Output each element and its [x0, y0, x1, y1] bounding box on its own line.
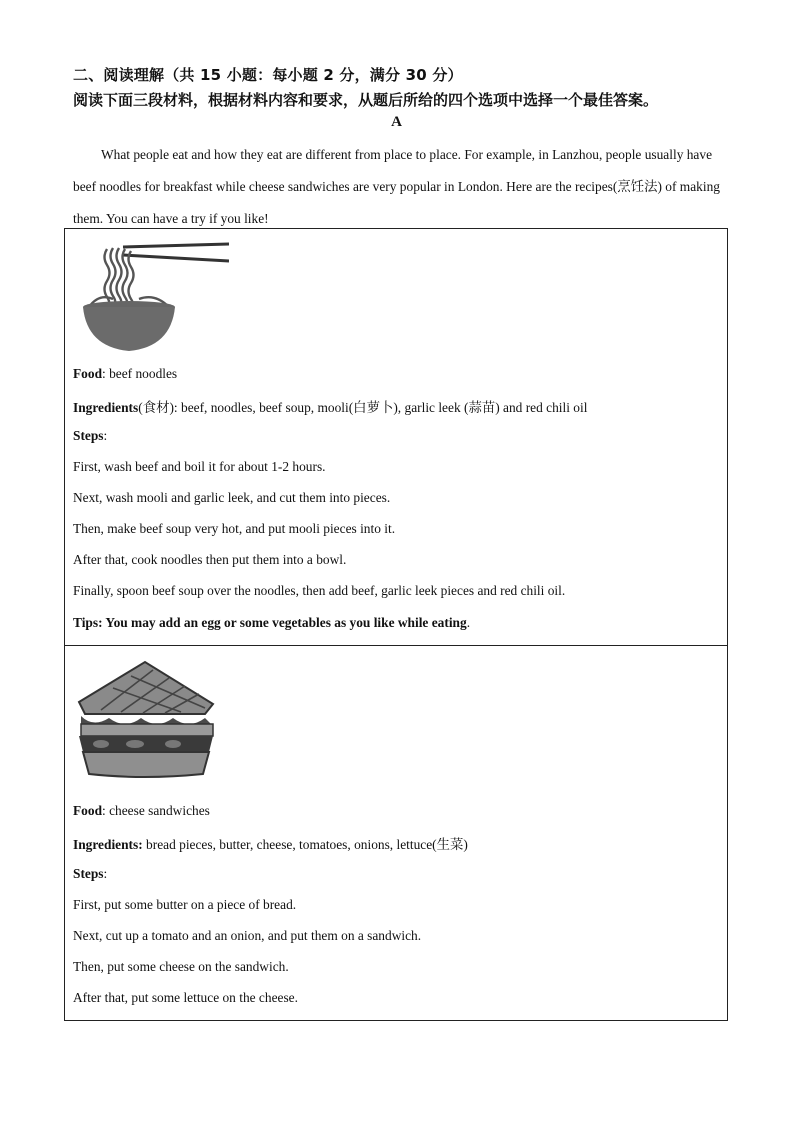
step-item: Then, make beef soup very hot, and put mooli pieces into it.	[73, 521, 396, 536]
sandwich-icon	[73, 658, 219, 780]
step-item: After that, cook noodles then put them into a bowl.	[73, 552, 347, 567]
noodle-bowl-icon	[79, 239, 229, 353]
food-label: Food	[73, 803, 103, 818]
intro-paragraph	[73, 139, 723, 235]
steps-label: Steps	[73, 866, 104, 881]
steps-colon: :	[103, 428, 108, 443]
food-value: : beef noodles	[102, 366, 178, 381]
ingredients-value: (食材): beef, noodles, beef soup, mooli(白萝卜), garlic leek (蒜苗) and red chili oil	[138, 400, 588, 415]
step-item: Finally, spoon beef soup over the noodles, then add beef, garlic leek pieces and red chili oil.	[73, 583, 566, 598]
steps-colon: :	[103, 866, 108, 881]
section-title: 二、阅读理解（共 15 小题：每小题 2 分，满分 30 分）	[73, 66, 463, 84]
steps-heading	[73, 428, 107, 444]
instruction-text: 阅读下面三段材料，根据材料内容和要求，从题后所给的四个选项中选择一个最佳答案。	[73, 91, 659, 109]
ingredients-label: Ingredients:	[73, 837, 143, 852]
recipe-box-beef-noodles	[64, 228, 728, 646]
step-item: First, put some butter on a piece of bread.	[73, 897, 297, 912]
passage-letter: A	[391, 114, 402, 130]
steps-label: Steps	[73, 428, 104, 443]
ingredients-line	[73, 397, 587, 416]
ingredients-line	[73, 834, 468, 853]
step-item: Next, cut up a tomato and an onion, and put them on a sandwich.	[73, 928, 422, 943]
food-line	[73, 366, 177, 382]
step-item: Next, wash mooli and garlic leek, and cut them into pieces.	[73, 490, 391, 505]
step-item: Then, put some cheese on the sandwich.	[73, 959, 289, 974]
food-line	[73, 803, 210, 819]
intro-text: What people eat and how they eat are different from place to place. For example, in Lanzhou, people usually have beef noodles for breakfast while cheese sandwiches are very popular in London. Here are the recipes(烹饪法) of making them. You can have a try if you like!	[73, 147, 720, 226]
tips-line	[73, 615, 470, 631]
steps-heading	[73, 866, 107, 882]
ingredients-label: Ingredients	[73, 400, 139, 415]
food-label: Food	[73, 366, 103, 381]
step-item: After that, put some lettuce on the cheese.	[73, 990, 298, 1005]
tips-end: .	[466, 615, 471, 630]
food-value: : cheese sandwiches	[102, 803, 210, 818]
ingredients-value: bread pieces, butter, cheese, tomatoes, onions, lettuce(生菜)	[142, 837, 468, 852]
step-item: First, wash beef and boil it for about 1-2 hours.	[73, 459, 326, 474]
recipe-box-cheese-sandwiches	[64, 645, 728, 1021]
tips-text: Tips: You may add an egg or some vegetables as you like while eating	[73, 615, 467, 630]
